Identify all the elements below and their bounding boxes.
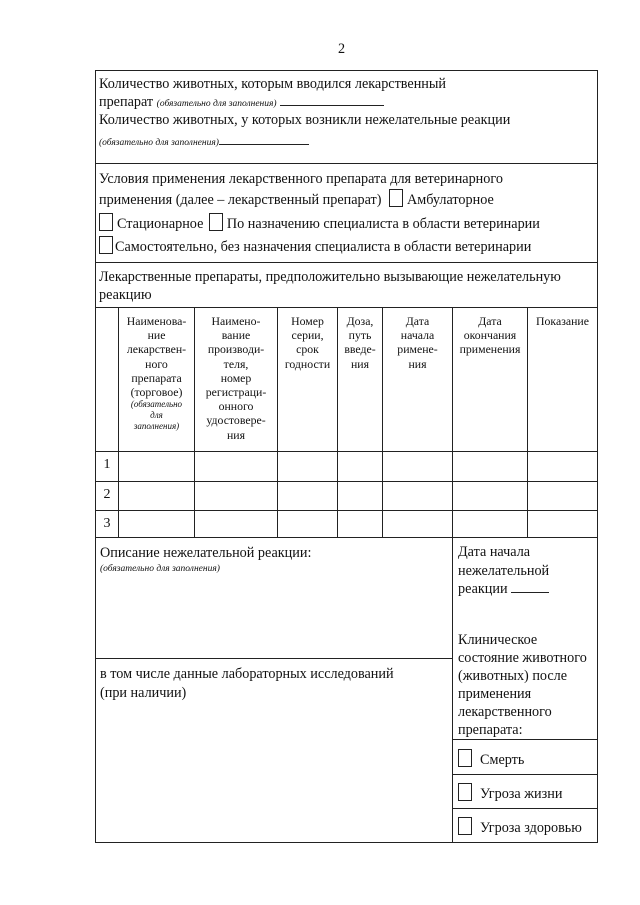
page-number: 2 [338, 41, 346, 57]
clinical-state-line6: препарата: [458, 722, 523, 738]
reaction-start-date-line1: Дата начала [458, 544, 531, 560]
reaction-count-line2 [99, 132, 309, 150]
lab-data-field[interactable] [97, 705, 451, 840]
death-option [458, 749, 524, 770]
death-checkbox[interactable] [458, 749, 472, 767]
drug-name-header-note: (обязательно для заполнения) [130, 399, 183, 432]
end-date-header: Дата окончания применения [459, 314, 521, 357]
description-note: (обязательно для заполнения) [100, 564, 220, 574]
manufacturer-header: Наимено- вание производи- теля, номер регистраци- онного удостовере- ния [205, 314, 267, 442]
ambulatory-checkbox[interactable] [389, 189, 403, 207]
usage-options-line [99, 213, 540, 234]
health-threat-checkbox[interactable] [458, 817, 472, 835]
suspected-drugs-line1: Лекарственные препараты, предположительно вызывающие нежелательную [99, 269, 561, 285]
batch-header: Номер серии, срок годности [284, 314, 331, 371]
table-row-number: 2 [103, 487, 111, 502]
animal-count-line2 [99, 93, 384, 112]
death-label: Смерть [480, 752, 525, 768]
reaction-start-date-field[interactable] [511, 580, 549, 593]
reaction-start-date-line3 [458, 580, 549, 599]
clinical-state-line4: применения [458, 686, 532, 702]
reaction-count-line: Количество животных, у которых возникли нежелательные реакции [99, 112, 511, 128]
reaction-start-date-label: реакции [458, 581, 508, 597]
animal-count-line1: Количество животных, которым вводился лекарственный [99, 76, 447, 92]
reaction-count-field[interactable] [219, 132, 309, 145]
ambulatory-label: Амбулаторное [407, 192, 494, 208]
inpatient-checkbox[interactable] [99, 213, 113, 231]
required-note: (обязательно для заполнения) [99, 138, 219, 148]
dose-header: Доза, путь введе- ния [344, 314, 376, 371]
lab-data-line2: (при наличии) [100, 685, 187, 701]
suspected-drugs-line2: реакцию [99, 287, 152, 303]
specialist-checkbox[interactable] [209, 213, 223, 231]
specialist-label: По назначению специалиста в области ветеринарии [226, 216, 540, 232]
usage-conditions-label: применения (далее – лекарственный препарат) [99, 192, 382, 208]
self-use-label: Самостоятельно, без назначения специалиста в области ветеринарии [115, 239, 532, 255]
life-threat-option [458, 783, 562, 804]
description-title: Описание нежелательной реакции: [100, 545, 312, 561]
reaction-start-date-line2: нежелательной [458, 563, 550, 579]
life-threat-label: Угроза жизни [480, 786, 563, 802]
clinical-state-line1: Клиническое [458, 632, 538, 648]
required-note: (обязательно для заполнения) [156, 99, 277, 109]
life-threat-checkbox[interactable] [458, 783, 472, 801]
animal-count-label: препарат [99, 94, 154, 110]
drug-name-header-text: Наименова- ние лекарствен- ного препарата (торговое) [126, 314, 187, 400]
inpatient-label: Стационарное [117, 216, 204, 232]
clinical-state-line3: (животных) после [458, 668, 568, 684]
drug-name-header [119, 314, 194, 432]
description-field[interactable] [97, 580, 451, 656]
lab-data-line1: в том числе данные лабораторных исследований [100, 666, 394, 682]
table-row-number: 1 [103, 457, 111, 472]
treated-count-field[interactable] [280, 93, 384, 106]
usage-conditions-line1: Условия применения лекарственного препарата для ветеринарного [99, 171, 503, 187]
indication-header: Показание [536, 314, 589, 328]
self-use-line [99, 236, 531, 257]
usage-conditions-line2 [99, 189, 494, 210]
clinical-state-line2: состояние животного [458, 650, 587, 666]
table-row-number: 3 [103, 516, 111, 531]
self-use-checkbox[interactable] [99, 236, 113, 254]
start-date-header: Дата начала римене- ния [397, 314, 438, 371]
health-threat-option [458, 817, 582, 838]
clinical-state-line5: лекарственного [458, 704, 552, 720]
health-threat-label: Угроза здоровью [480, 820, 582, 836]
